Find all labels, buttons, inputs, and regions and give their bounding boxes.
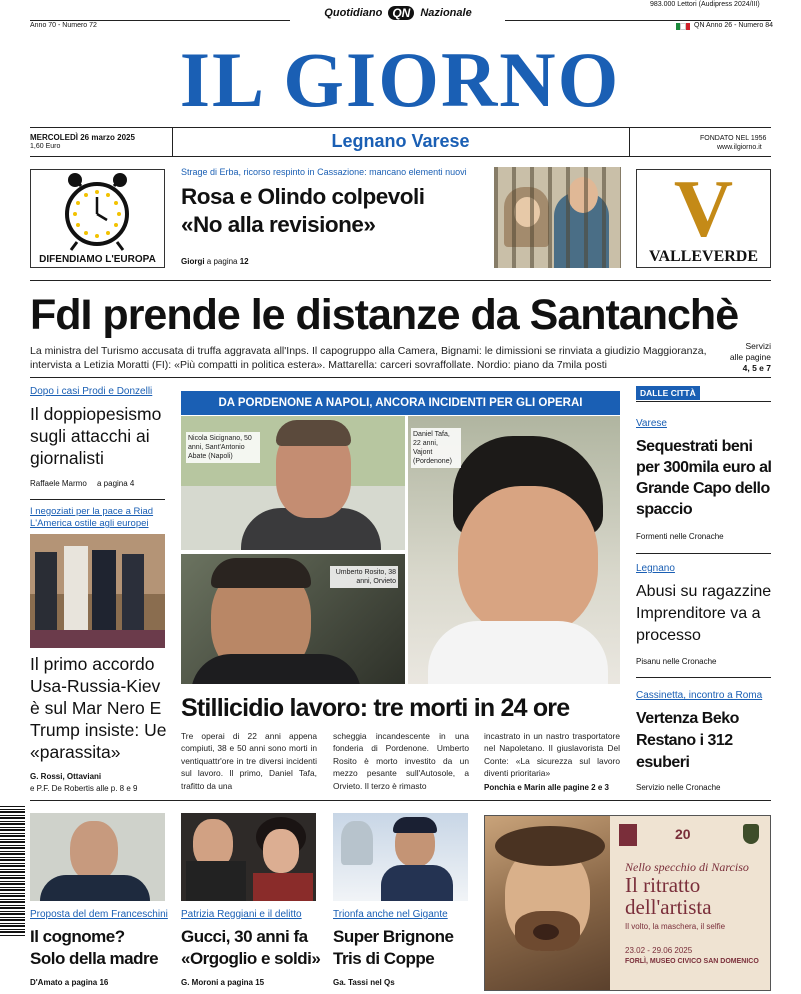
ad-subtitle: Il volto, la maschera, il selfie	[625, 922, 726, 931]
readership: 983.000 Lettori (Audipress 2024/III)	[650, 1, 760, 8]
website: www.ilgiorno.it	[717, 144, 762, 151]
franceschini-headline-2: Solo della madre	[30, 949, 159, 968]
qn-logo: QN	[388, 6, 414, 20]
legnano-kicker: Legnano	[636, 563, 675, 574]
rosito-caption: Umberto Rosito, 38 anni, Orvieto	[330, 566, 398, 588]
main-headline: FdI prende le distanze da Santanchè	[30, 291, 739, 339]
franceschini-kicker: Proposta del dem Franceschini	[30, 909, 168, 920]
brignone-kicker: Trionfa anche nel Gigante	[333, 909, 448, 920]
sicignano-caption: Nicola Sicignano, 50 anni, Sant'Antonio Abate (Napoli)	[186, 432, 260, 463]
valleverde-logo: V	[673, 163, 734, 254]
beko-kicker: Cassinetta, incontro a Roma	[636, 690, 763, 701]
doppiopesismo-kicker: Dopo i casi Prodi e Donzelli	[30, 386, 153, 397]
main-services: Servizi alle pagine 4, 5 e 7	[729, 341, 771, 373]
ad-badge: 20	[675, 826, 691, 842]
riad-headline: Il primo accordo Usa-Russia-Kiev è sul Mar Nero E Trump insiste: Ue «parassita»	[30, 654, 167, 762]
doppiopesismo-byline: Raffaele Marmo	[30, 479, 87, 488]
riad-kicker-1: I negoziati per la pace a Riad	[30, 506, 154, 517]
varese-byline: Formenti nelle Cronache	[636, 532, 724, 541]
doppiopesismo-headline: Il doppiopesismo sugli attacchi ai giornalisti	[30, 404, 162, 468]
erba-headline-2: «No alla revisione»	[181, 212, 376, 237]
legnano-byline: Pisanu nelle Cronache	[636, 657, 717, 666]
gucci-photo	[181, 813, 316, 901]
date: MERCOLEDÌ 26 marzo 2025	[30, 133, 135, 142]
valleverde-label: VALLEVERDE	[648, 248, 759, 265]
legnano-headline: Abusi su ragazzine Imprenditore va a processo	[636, 583, 772, 644]
dalle-citta-label: DALLE CITTÀ	[636, 386, 700, 400]
gucci-kicker: Patrizia Reggiani e il delitto	[181, 909, 302, 920]
riad-byline-2: e P.F. De Robertis alle p. 8 e 9	[30, 784, 138, 793]
varese-kicker: Varese	[636, 418, 667, 429]
gucci-headline-1: Gucci, 30 anni fa	[181, 927, 308, 946]
ad-painting	[485, 816, 610, 991]
brignone-byline: Ga. Tassi nel Qs	[333, 978, 395, 987]
brignone-headline-1: Super Brignone	[333, 927, 454, 946]
brand-left: Quotidiano	[324, 7, 383, 19]
brignone-photo	[333, 813, 468, 901]
qn-issue: QN Anno 26 - Numero 84	[694, 22, 773, 29]
main-summary: La ministra del Turismo accusata di truffa aggravata all'Inps. Il capogruppo alla Camera, Bignami: le dimissioni se rinviata a giudizio Maggioranza, intervista a Letizia Moratti (FI): «Più compatti in politica estera». Mattarella: carceri sovraffollate. Nordio: piano da 7mila posti	[30, 345, 707, 371]
edition-name: Legnano Varese	[331, 131, 470, 151]
work-banner: DA PORDENONE A NAPOLI, ANCORA INCIDENTI PER GLI OPERAI	[181, 391, 620, 415]
riad-photo	[30, 534, 165, 648]
ad-title-2: dell'artista	[625, 895, 712, 919]
ad-dates: 23.02 - 29.06 2025	[625, 946, 693, 955]
issue-number: Anno 70 - Numero 72	[30, 22, 97, 29]
franceschini-headline-1: Il cognome?	[30, 927, 125, 946]
price: 1,60 Euro	[30, 143, 61, 150]
museum-ad[interactable]	[484, 815, 771, 991]
work-body-col3: incastrato in un nastro trasportatore nel Napoletano. Il giuslavorista Del Conte: «La sicurezza sul lavoro diventi prioritaria»	[484, 731, 620, 779]
franceschini-photo	[30, 813, 165, 901]
qn-brand	[293, 6, 503, 20]
italy-flag-icon	[676, 23, 690, 30]
barcode	[0, 806, 25, 936]
gucci-headline-2: «Orgoglio e soldi»	[181, 949, 321, 968]
brand-right: Nazionale	[420, 7, 472, 19]
erba-headline-1: Rosa e Olindo colpevoli	[181, 184, 425, 209]
founded: FONDATO NEL 1956	[700, 135, 767, 142]
rosa-olindo-photo	[494, 167, 621, 268]
work-byline: Ponchia e Marin alle pagine 2 e 3	[484, 783, 609, 792]
europe-promo-label: DIFENDIAMO L'EUROPA	[39, 254, 156, 265]
gucci-byline: G. Moroni a pagina 15	[181, 978, 265, 987]
europe-promo[interactable]	[30, 169, 165, 268]
work-body-col2: scheggia incandescente in una fonderia di Pordenone. Umberto Rosito è morto investito da un mezzo pesante sull'Autosole, a Orvieto. Il terzo è rimasto	[333, 731, 469, 791]
newspaper-title: IL GIORNO	[179, 36, 621, 123]
work-body-col1: Tre operai di 22 anni appena compiuti, 38 e 50 anni sono morti in ventiquattr'ore in tre diversi incidenti sul lavoro. Il primo, Daniel Tafa, trafitto da una	[181, 731, 317, 791]
doppiopesismo-page: a pagina 4	[97, 479, 135, 488]
varese-headline: Sequestrati beni per 300mila euro al Grande Capo dello spaccio	[636, 438, 772, 518]
beko-byline: Servizio nelle Cronache	[636, 783, 721, 792]
riad-kicker-2: L'America ostile agli europei	[30, 518, 149, 529]
franceschini-byline: D'Amato a pagina 16	[30, 978, 109, 987]
work-headline: Stillicidio lavoro: tre morti in 24 ore	[181, 694, 570, 722]
ad-venue: FORLÌ, MUSEO CIVICO SAN DOMENICO	[625, 958, 759, 965]
erba-kicker: Strage di Erba, ricorso respinto in Cassazione: mancano elementi nuovi	[181, 167, 467, 177]
ad-crest-icon	[743, 824, 759, 844]
valleverde-ad[interactable]	[636, 163, 771, 268]
erba-byline: Giorgi a pagina 12	[181, 257, 249, 266]
beko-headline: Vertenza Beko Restano i 312 esuberi	[636, 710, 739, 771]
tafa-caption: Daniel Tafa, 22 anni, Vajont (Pordenone)	[411, 428, 461, 468]
alarm-clock-icon	[31, 170, 164, 252]
ad-logo-icon	[619, 824, 637, 846]
brignone-headline-2: Tris di Coppe	[333, 949, 435, 968]
ad-intro: Nello specchio di Narciso	[625, 860, 749, 874]
riad-byline-1: G. Rossi, Ottaviani	[30, 772, 102, 781]
ad-title-1: Il ritratto	[625, 873, 701, 897]
